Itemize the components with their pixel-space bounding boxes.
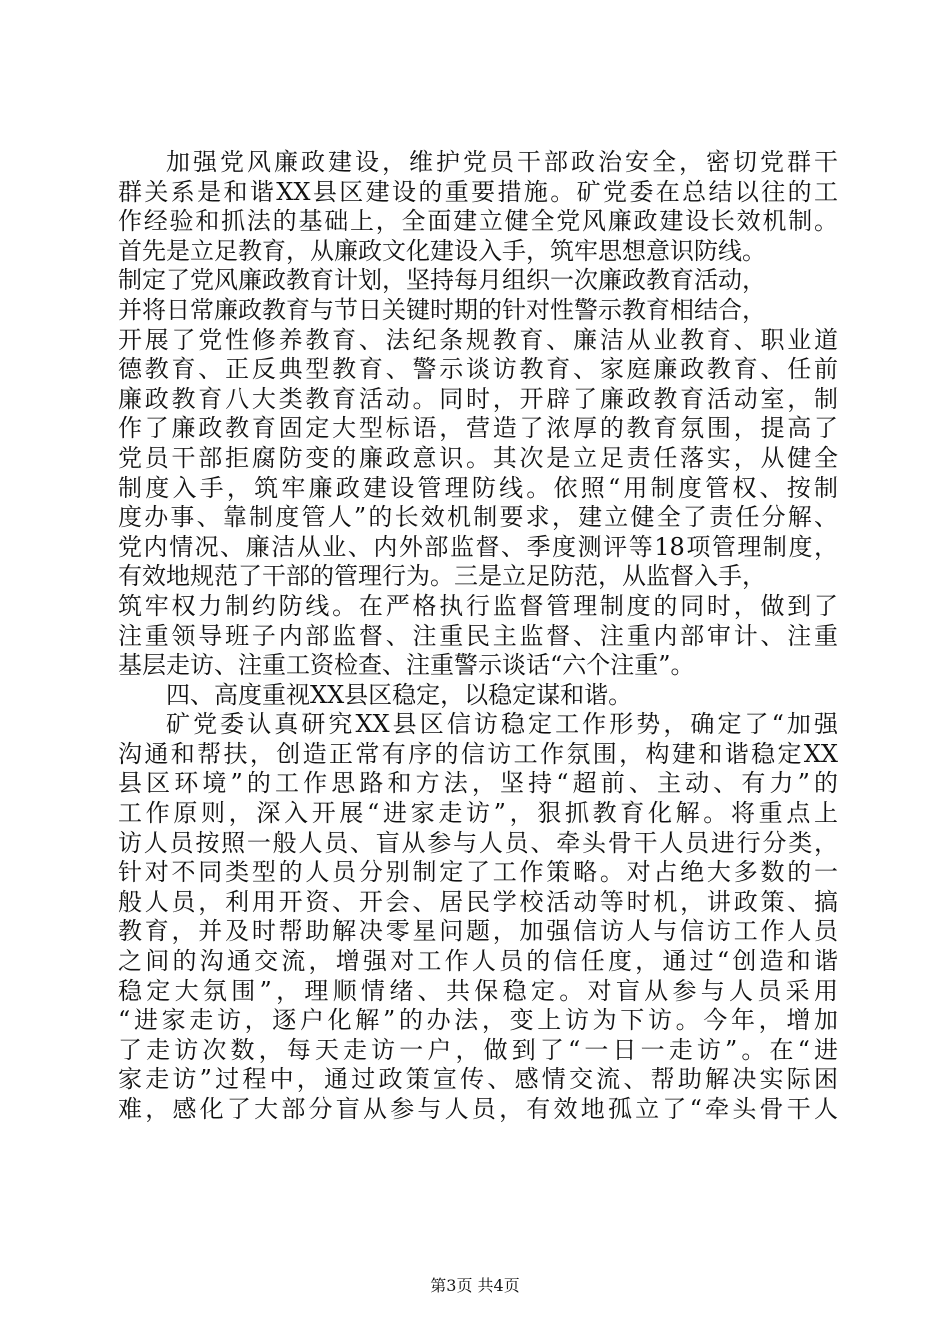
text-line: 基层走访、注重工资检查、注重警示谈话“六个注重”。 [118,651,695,680]
text-line: 加强党风廉政建设，维护党员干部政治安全，密切党群干 [166,148,838,176]
text-line: 教育，并及时帮助解决零星问题，加强信访人与信访工作人员 [118,917,838,946]
text-line: 党内情况、廉洁从业、内外部监督、季度测评等18项管理制度， [118,532,838,561]
text-line: 首先是立足教育，从廉政文化建设入手，筑牢思想意识防线。 [118,236,766,265]
text-line: 家走访”过程中，通过政策宣传、感情交流、帮助解决实际困 [118,1065,838,1094]
text-line: 德教育、正反典型教育、警示谈访教育、家庭廉政教育、任前 [118,355,838,384]
text-line: 筑牢权力制约防线。在严格执行监督管理制度的同时，做到了 [118,591,838,620]
text-line: 制定了党风廉政教育计划，坚持每月组织一次廉政教育活动， [118,266,766,295]
text-line: 有效地规范了干部的管理行为。三是立足防范，从监督入手， [118,562,766,591]
text-line: 作经验和抓法的基础上，全面建立健全党风廉政建设长效机制。 [118,207,838,236]
text-line: “进家走访，逐户化解”的办法，变上访为下访。今年，增加 [118,1006,838,1035]
text-line: 针对不同类型的人员分别制定了工作策略。对占绝大多数的一 [118,858,838,887]
text-line: 开展了党性修养教育、法纪条规教育、廉洁从业教育、职业道 [118,325,838,354]
text-line: 廉政教育八大类教育活动。同时，开辟了廉政教育活动室，制 [118,384,838,413]
text-line: 矿党委认真研究XX县区信访稳定工作形势，确定了“加强 [166,710,838,739]
text-line: 县区环境”的工作思路和方法，坚持“超前、主动、有力”的 [118,769,838,798]
text-line: 之间的沟通交流，增强对工作人员的信任度，通过“创造和谐 [118,947,838,976]
text-line: 难，感化了大部分盲从参与人员，有效地孤立了“牵头骨干人 [118,1095,838,1123]
text-line: 群关系是和谐XX县区建设的重要措施。矿党委在总结以往的工 [118,177,838,206]
text-line: 四、高度重视XX县区稳定，以稳定谋和谐。 [166,680,633,709]
text-line: 稳定大氛围”，理顺情绪、共保稳定。对盲从参与人员采用 [118,976,838,1005]
text-line: 沟通和帮扶，创造正常有序的信访工作氛围，构建和谐稳定XX [118,739,838,768]
page-footer: 第3页 共4页 [430,1276,520,1295]
text-line: 制度入手，筑牢廉政建设管理防线。依照“用制度管权、按制 [118,473,838,502]
text-line: 作了廉政教育固定大型标语，营造了浓厚的教育氛围，提高了 [118,414,838,443]
text-line: 般人员，利用开资、开会、居民学校活动等时机，讲政策、搞 [118,887,838,916]
text-line: 注重领导班子内部监督、注重民主监督、注重内部审计、注重 [118,621,838,650]
text-line: 党员干部拒腐防变的廉政意识。其次是立足责任落实，从健全 [118,443,838,472]
text-line: 度办事、靠制度管人”的长效机制要求，建立健全了责任分解、 [118,503,838,532]
text-line: 工作原则，深入开展“进家走访”，狠抓教育化解。将重点上 [118,799,838,828]
text-line: 访人员按照一般人员、盲从参与人员、牵头骨干人员进行分类， [118,828,838,857]
text-line: 并将日常廉政教育与节日关键时期的针对性警示教育相结合， [118,295,766,324]
text-line: 了走访次数，每天走访一户，做到了“一日一走访”。在“进 [118,1035,838,1064]
document-body [118,148,838,1125]
